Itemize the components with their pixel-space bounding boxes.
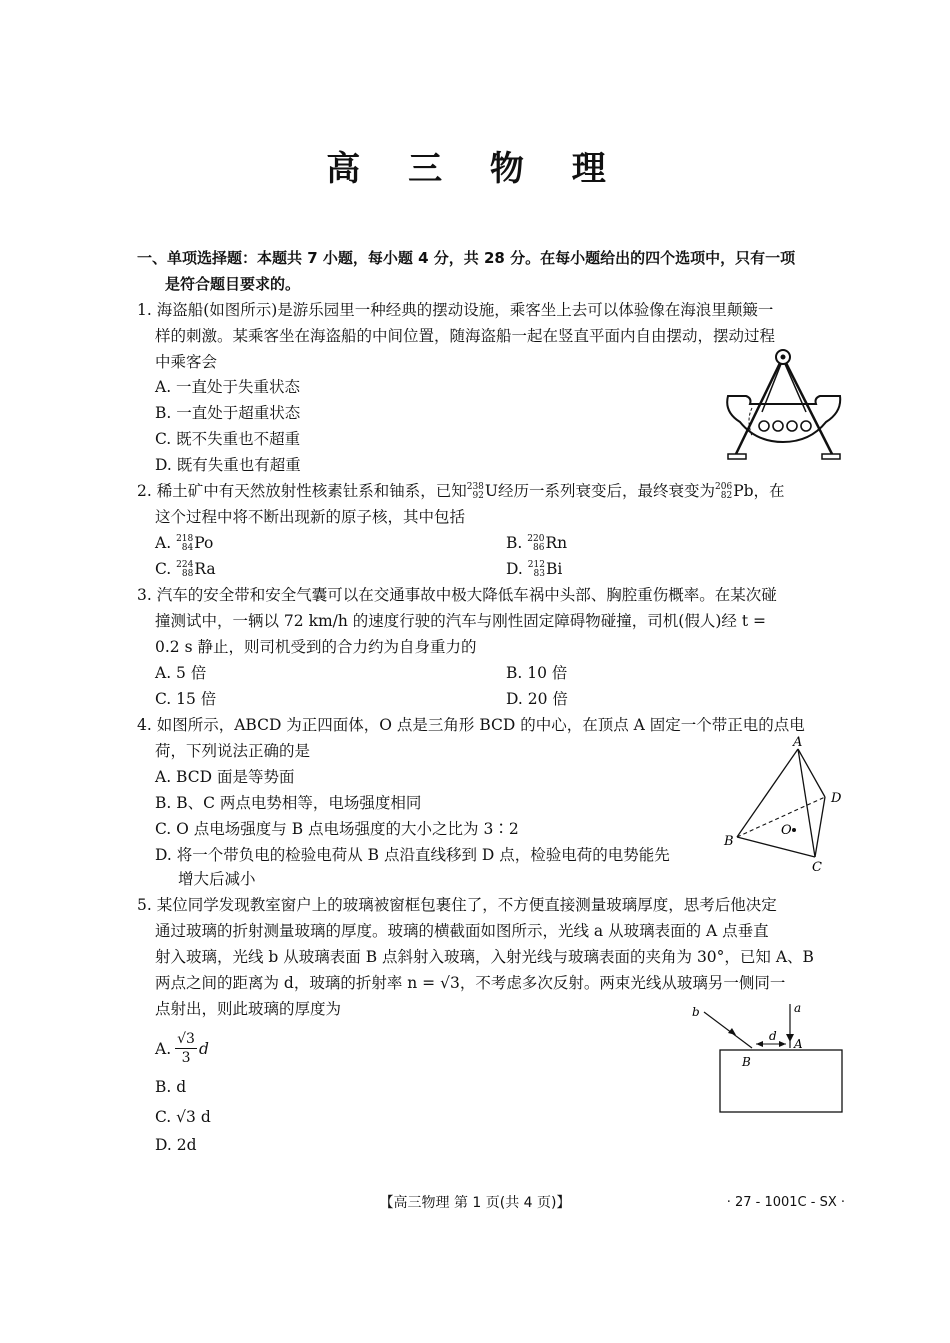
q1-option-c: C. 既不失重也不超重 [155,430,301,448]
tetrahedron-figure [715,735,850,875]
q4-line-2: 荷，下列说法正确的是 [155,742,311,760]
q4-option-c: C. O 点电场强度与 B 点电场强度的大小之比为 3∶2 [155,820,519,838]
q5-option-d: D. 2d [155,1136,197,1154]
q3-option-c: C. 15 倍 [155,690,217,708]
q3-line-3: 0.2 s 静止，则司机受到的合力约为自身重力的 [155,638,477,656]
fig-label-point-b: B [742,1055,751,1069]
q4-option-d-line-2: 增大后减小 [178,870,256,888]
paper-code: · 27 - 1001C - SX · [726,1195,845,1210]
q2-line-1: 2. 稀土矿中有天然放射性核素钍系和铀系，已知 238 92 U经历一系列衰变后，最终衰变为 206 82 Pb，在 [137,478,849,504]
q3-option-d: D. 20 倍 [506,690,568,708]
q3-option-b: B. 10 倍 [506,664,568,682]
fig-label-ray-b: b [692,1005,700,1019]
fig-label-c: C [812,860,822,875]
q2-option-a: A. 218 84 Po [155,534,214,553]
q1-option-a: A. 一直处于失重状态 [155,378,301,396]
q5-line-1: 5. 某位同学发现教室窗户上的玻璃被窗框包裹住了，不方便直接测量玻璃厚度，思考后他决定 [137,896,777,914]
q1-line-1: 1. 海盗船(如图所示)是游乐园里一种经典的摆动设施，乘客坐上去可以体验像在海浪里颠簸一 [137,301,774,319]
q1-line-3: 中乘客会 [155,353,218,371]
q5-line-4: 两点之间的距离为 d，玻璃的折射率 n = √3，不考虑多次反射。两束光线从玻璃另一侧同一 [155,974,786,992]
q2-option-c: C. 224 88 Ra [155,560,216,579]
fig-label-a: A [793,735,803,750]
glass-refraction-figure [688,998,848,1118]
q5-line-2: 通过玻璃的折射测量玻璃的厚度。玻璃的横截面如图所示，光线 a 从玻璃表面的 A 点垂直 [155,922,769,940]
q1-line-2: 样的刺激。某乘客坐在海盗船的中间位置，随海盗船一起在竖直平面内自由摆动，摆动过程 [155,327,776,345]
q4-option-b: B. B、C 两点电势相等，电场强度相同 [155,794,422,812]
fig-label-point-a: A [794,1037,803,1051]
section-line-1: 一、单项选择题：本题共 7 小题，每小题 4 分，共 28 分。在每小题给出的四个选项中，只有一项 [137,249,796,267]
q4-option-d-line-1: D. 将一个带负电的检验电荷从 B 点沿直线移到 D 点，检验电荷的电势能先 [155,846,670,864]
pirate-ship-figure [722,346,850,466]
q1-option-b: B. 一直处于超重状态 [155,404,301,422]
q2-option-b: B. 220 86 Rn [506,534,568,553]
fig-label-b: B [724,834,734,849]
q4-option-a: A. BCD 面是等势面 [155,768,295,786]
fig-label-d: D [831,791,842,806]
page-footer: 【高三物理 第 1 页(共 4 页)】 [379,1195,571,1211]
q2-line-2: 这个过程中将不断出现新的原子核，其中包括 [155,508,466,526]
fig-label-ray-a: a [794,1001,802,1015]
q5-option-c: C. √3 d [155,1108,211,1126]
q3-option-a: A. 5 倍 [155,664,207,682]
q5-line-5: 点射出，则此玻璃的厚度为 [155,1000,342,1018]
q3-stem [137,582,849,660]
q5-line-3: 射入玻璃，光线 b 从玻璃表面 B 点斜射入玻璃，入射光线与玻璃表面的夹角为 30°，已知 A、B [155,948,814,966]
fig-label-o: O [781,823,792,838]
q3-line-2: 撞测试中，一辆以 72 km/h 的速度行驶的汽车与刚性固定障碍物碰撞，司机(假人)经 t = [155,612,766,630]
q5-option-b: B. d [155,1078,187,1096]
q3-line-1: 3. 汽车的安全带和安全气囊可以在交通事故中极大降低车祸中头部、胸腔重伤概率。在某次碰 [137,586,777,604]
pb206-nuclide: 206 82 Pb [715,482,754,501]
page-title: 高 三 物 理 [326,149,624,189]
section-header [137,245,847,297]
q4-line-1: 4. 如图所示，ABCD 为正四面体，O 点是三角形 BCD 的中心，在顶点 A 固定一个带正电的点电 [137,716,805,734]
q5-option-a: A. √3 3 d [155,1031,209,1066]
fig-label-distance-d: d [769,1029,777,1043]
q1-option-d: D. 既有失重也有超重 [155,456,301,474]
section-line-2: 是符合题目要求的。 [165,275,301,293]
u238-nuclide: 238 92 U [466,482,498,501]
q2-option-d: D. 212 83 Bi [506,560,563,579]
